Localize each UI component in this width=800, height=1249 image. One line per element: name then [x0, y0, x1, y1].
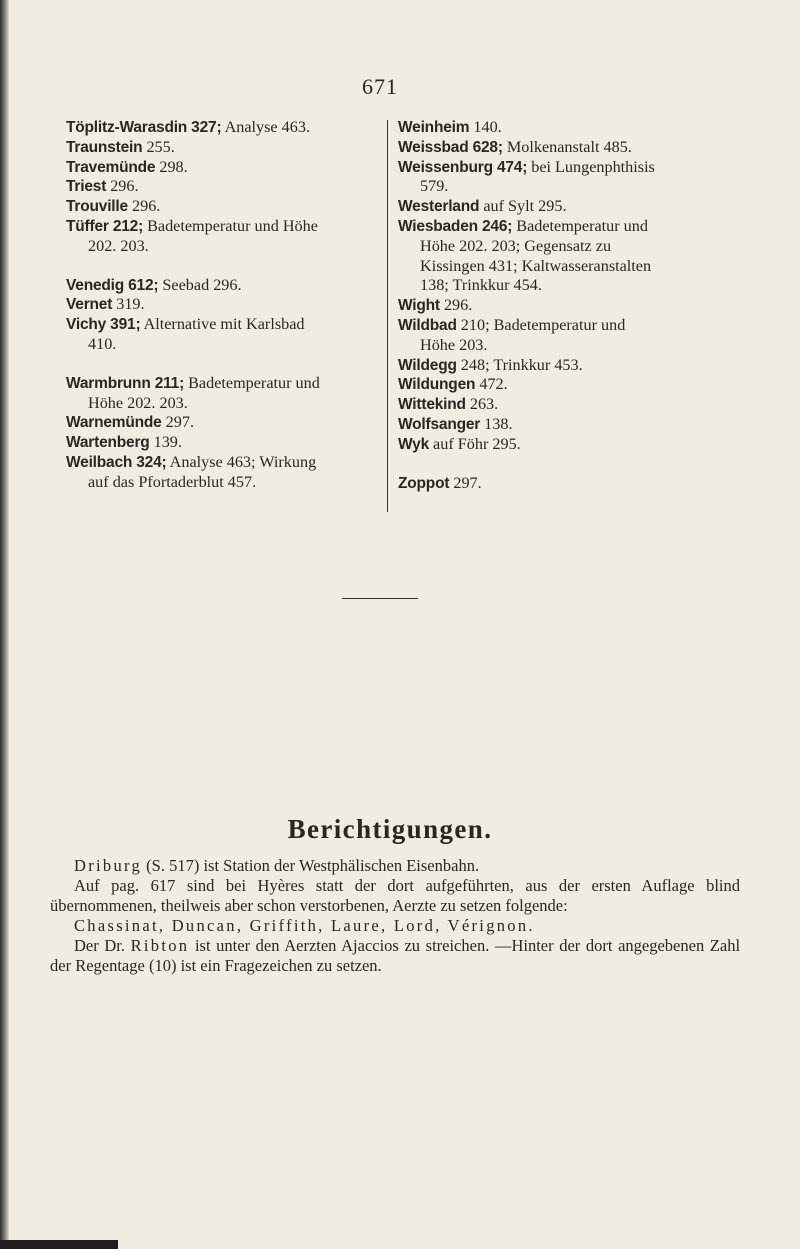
index-entry [66, 413, 378, 433]
index-entry [66, 118, 378, 138]
spacer [398, 455, 736, 474]
entry-head: Weinheim [398, 119, 470, 136]
entry-head: Weilbach 324; [66, 453, 167, 471]
entry-head: Warmbrunn 211; [66, 374, 185, 392]
entry-text: 138; Trinkkur 454. [420, 276, 542, 295]
entry-head: Vernet [66, 296, 113, 314]
index-entry [66, 177, 378, 197]
index-entry [398, 375, 736, 395]
entry-head: Wildbad [398, 316, 457, 334]
entry-head: Töplitz-Warasdin 327; [66, 119, 222, 136]
entry-text: Analyse 463. [224, 118, 310, 136]
index-entry [398, 118, 736, 138]
paragraph-text: (S. 517) ist Station der Westphälischen Eisenbahn. [146, 856, 480, 875]
entry-head: Wight [398, 297, 440, 315]
entry-head: Wittekind [398, 396, 466, 414]
correction-paragraph [50, 936, 740, 976]
doctor-names: Chassinat, Duncan, Griffith, Laure, Lord, Vérignon. [74, 915, 535, 935]
entry-head: Zoppot [398, 474, 450, 492]
entry-head: Travemünde [66, 158, 156, 176]
entry-text: bei Lungenphthisis [531, 157, 655, 176]
entry-text: 202. 203. [88, 236, 149, 255]
index-entry [398, 435, 736, 455]
place-name: Driburg [74, 856, 143, 875]
entry-text: 297. [453, 473, 482, 492]
entry-text: 140. [473, 118, 502, 136]
entry-text: 472. [479, 375, 508, 394]
index-entry [398, 474, 736, 494]
entry-text: 139. [153, 433, 182, 452]
index-entry [66, 433, 378, 453]
doctor-name: Ribton [130, 935, 190, 955]
paragraph-text: ist unter den Aerzten Ajaccios zu streichen. —Hinter der dort angegebenen Zahl der Regentage (10) ist ein Fragezeichen zu setzen. [50, 935, 741, 975]
entry-head: Triest [66, 178, 107, 196]
entry-text: 138. [484, 414, 513, 433]
entry-text: 296. [132, 197, 161, 216]
entry-text: 579. [420, 177, 449, 196]
entry-text: Analyse 463; Wirkung [169, 452, 317, 471]
entry-head: Wiesbaden 246; [398, 217, 513, 235]
section-divider [342, 598, 418, 599]
correction-paragraph [50, 916, 740, 936]
index-entry [66, 158, 378, 178]
entry-head: Wildungen [398, 376, 476, 394]
entry-text: 410. [88, 334, 117, 353]
entry-head: Westerland [398, 198, 480, 216]
entry-head: Venedig 612; [66, 276, 159, 294]
index-entry [66, 295, 378, 315]
entry-head: Weissbad 628; [398, 138, 503, 156]
corrections-title: Berichtigungen. [287, 814, 493, 844]
entry-text: auf Sylt 295. [483, 197, 567, 216]
entry-head: Warnemünde [66, 414, 162, 432]
scan-edge-bottom [0, 1240, 118, 1249]
entry-head: Weissenburg 474; [398, 158, 528, 176]
entry-head: Tüffer 212; [66, 217, 144, 235]
correction-paragraph [50, 876, 740, 916]
index-entry [66, 197, 378, 217]
entry-text: Badetemperatur und [516, 216, 648, 235]
entry-head: Wildegg [398, 356, 457, 374]
index-entry [398, 217, 736, 296]
entry-text: Badetemperatur und [188, 373, 320, 392]
entry-text: Kissingen 431; Kaltwasseranstalten [420, 256, 652, 275]
column-rule [387, 120, 388, 512]
entry-text: Molkenanstalt 485. [506, 137, 632, 156]
entry-head: Traunstein [66, 138, 143, 156]
index-entry [66, 217, 378, 257]
entry-text: auf das Pfortaderblut 457. [88, 472, 257, 491]
index-entry [398, 138, 736, 158]
entry-text: 319. [116, 295, 145, 314]
entry-head: Trouville [66, 198, 128, 216]
entry-text: 210; Badetemperatur und [460, 315, 626, 334]
entry-text: Höhe 203. [420, 335, 488, 354]
paragraph-text: Der Dr. [74, 935, 125, 955]
index-entry [66, 315, 378, 355]
index-entry [66, 276, 378, 296]
index-entry [398, 197, 736, 217]
spacer [66, 355, 378, 374]
index-entry [66, 138, 378, 158]
index-entry [66, 453, 378, 493]
corrections-text [50, 856, 740, 975]
entry-text: Alternative mit Karlsbad [143, 315, 305, 334]
index-entry [398, 356, 736, 376]
entry-text: 263. [469, 395, 499, 414]
page-number: 671 [362, 74, 398, 99]
entry-text: Seebad 296. [162, 275, 242, 294]
entry-head: Vichy 391; [66, 316, 141, 334]
index-entry [398, 158, 736, 198]
scan-edge-left [0, 0, 9, 1249]
index-entry [398, 316, 736, 356]
entry-text: Höhe 202. 203. [88, 393, 188, 412]
paragraph-text: Auf pag. 617 sind bei Hyères statt der dort aufgeführten, aus der ersten Auflage blind übernommenen, theilweis aber schon verstorbenen, Aerzte zu setzen folgende: [50, 875, 740, 915]
entry-text: Badetemperatur und Höhe [147, 216, 318, 235]
entry-text: Höhe 202. 203; Gegensatz zu [420, 236, 612, 255]
entry-text: 255. [146, 137, 175, 156]
index-entry [398, 395, 736, 415]
correction-paragraph [50, 856, 740, 876]
entry-text: 298. [159, 157, 188, 176]
index-entry [398, 415, 736, 435]
entry-head: Wyk [398, 435, 429, 453]
index-entry [398, 296, 736, 316]
entry-text: auf Föhr 295. [433, 434, 521, 453]
entry-text: 297. [165, 413, 194, 432]
entry-head: Wolfsanger [398, 415, 481, 433]
spacer [66, 257, 378, 276]
entry-text: 296. [443, 296, 473, 315]
entry-text: 248; Trinkkur 453. [460, 355, 583, 374]
entry-text: 296. [110, 177, 139, 196]
index-column-right [398, 118, 736, 493]
entry-head: Wartenberg [66, 434, 150, 452]
index-entry [66, 374, 378, 414]
index-column-left [66, 118, 378, 493]
